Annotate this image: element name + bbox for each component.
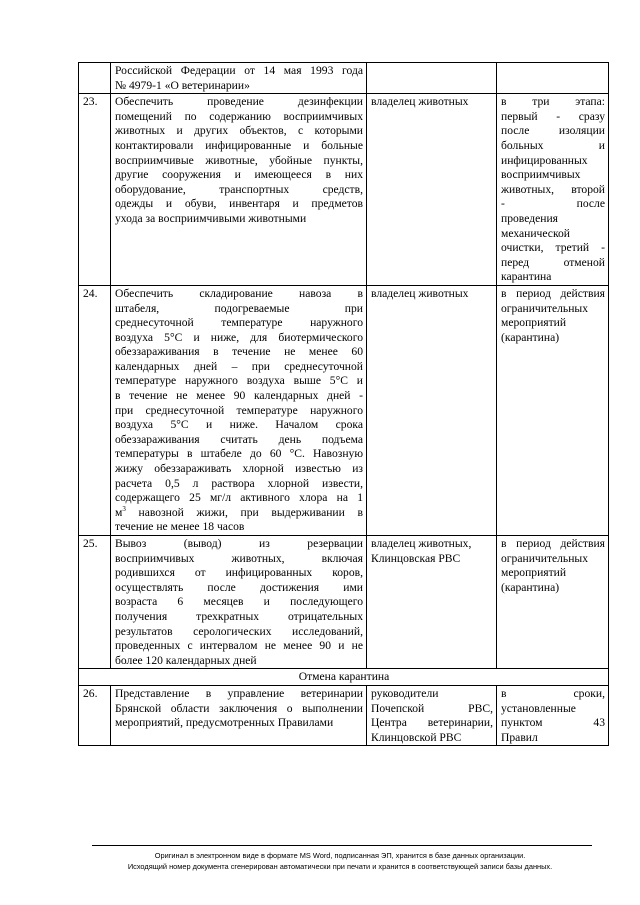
text-line: механической [501, 226, 570, 240]
text-line: мероприятий [501, 316, 567, 330]
deadline-cell [497, 536, 609, 669]
measure-cell [111, 536, 367, 669]
text-line: № 4979-1 «О ветеринарии» [115, 78, 250, 92]
responsible-cell [367, 536, 497, 669]
text-line: - после [501, 197, 605, 211]
row-number: 23. [79, 94, 111, 286]
text-line: течение не менее 18 часов [115, 520, 245, 534]
text-line: Почепской РВС, [371, 701, 493, 715]
text-line: получения трехкратных отрицательных [115, 609, 363, 623]
text-line: календарных дней – при среднесуточной [115, 359, 363, 373]
table-row [79, 63, 609, 94]
text-line: осуществлять после достижения ими [115, 580, 363, 594]
text-line: жижу обеззараживать хлорной известью из [115, 462, 363, 476]
text-line: Центра ветеринарии, [371, 716, 493, 730]
table-row [79, 285, 609, 535]
table-row [79, 536, 609, 669]
row-number: 25. [79, 536, 111, 669]
text-line: температуры в штабеле до 60 °С. Навозную [115, 447, 363, 461]
text-line: руководители [371, 686, 439, 700]
text-line: восприимчивых [501, 168, 581, 182]
responsible-cell [367, 94, 497, 286]
text-line: мероприятий, предусмотренных Правилами [115, 716, 334, 730]
text-line: мероприятий [501, 566, 567, 580]
footer-line-2: Исходящий номер документа сгенерирован автоматически при печати и хранится в соответствующей записи базы данных. [127, 862, 553, 871]
text-line: содержащего 25 мг/л активного хлора на 1 [115, 491, 363, 505]
text-line: первый - сразу [501, 109, 605, 123]
row-number: 26. [79, 685, 111, 745]
footer-note [70, 850, 610, 872]
text-line: результатов серологических исследований, [115, 624, 363, 638]
text-line: владелец животных [371, 286, 469, 300]
text-line: карантина [501, 270, 552, 284]
text-line: в три этапа: [501, 95, 605, 109]
footer-line-1: Оригинал в электронном виде в формате MS Word, подписанная ЭП, хранится в базе данных организации. [154, 851, 526, 860]
text-line: восприимчивые животные, убойные пункты, [115, 153, 363, 167]
text-line: одежды и обуви, инвентаря и предметов [115, 197, 363, 211]
text-line: владелец животных, [371, 537, 472, 550]
text-line: очистки, третий - [501, 241, 605, 255]
section-row [79, 669, 609, 686]
table-row [79, 685, 609, 745]
text-line: Клинцовской РВС [371, 730, 462, 744]
text-line: обеззараживания считать день подъема [115, 432, 363, 446]
text-line: (карантина) [501, 580, 560, 594]
text-line: $м^3$ навозной жижи, при выдерживании в [115, 504, 363, 519]
deadline-cell [497, 63, 609, 94]
text-line: другие сооружения и имеющееся в них [115, 168, 363, 182]
text-line: возраста 6 месяцев и последующего [115, 595, 363, 609]
text-line: владелец животных [371, 95, 469, 109]
text-line: помещений по содержанию восприимчивых [115, 109, 363, 123]
text-line: установленные [501, 701, 576, 715]
text-line: среднесуточной температуре наружного [115, 316, 363, 330]
text-line: оборудование, транспортных средств, [115, 182, 363, 196]
text-line: в сроки, [501, 686, 605, 700]
text-line: Российской Федерации от 14 мая 1993 года [115, 64, 363, 77]
text-line: животных и других объектов, с которыми [115, 124, 363, 138]
responsible-cell [367, 63, 497, 94]
section-title: Отмена карантина [79, 669, 609, 686]
text-line: проведения [501, 211, 558, 225]
text-line: животных, второй [501, 182, 605, 196]
deadline-cell [497, 685, 609, 745]
text-line: больных и [501, 138, 605, 152]
text-line: более 120 календарных дней [115, 653, 257, 667]
text-line: при среднесуточной температуре наружного [115, 403, 363, 417]
measure-cell [111, 285, 367, 535]
text-line: Представление в управление ветеринарии [115, 686, 363, 700]
text-line: проведенных с интервалом не менее 90 и не [115, 639, 363, 653]
row-number: 24. [79, 285, 111, 535]
text-line: Обеспечить складирование навоза в [115, 286, 363, 300]
text-line: в период действия [501, 537, 605, 550]
measure-cell [111, 63, 367, 94]
text-line: расчета 0,5 л раствора хлорной извести, [115, 476, 363, 490]
text-line: обеззараживания в течение не менее 60 [115, 345, 363, 359]
text-line: (карантина) [501, 330, 560, 344]
measure-cell [111, 94, 367, 286]
text-line: воздуха 5°С и ниже. Началом срока [115, 418, 363, 432]
responsible-cell [367, 685, 497, 745]
text-line: после изоляции [501, 124, 605, 138]
text-line: ограничительных [501, 301, 589, 315]
text-line: температуре наружного воздуха выше 5°С и [115, 374, 363, 388]
measure-cell [111, 685, 367, 745]
row-number [79, 63, 111, 94]
text-line: ограничительных [501, 551, 589, 565]
text-line: восприимчивых животных, включая [115, 551, 363, 565]
text-line: Правил [501, 730, 538, 744]
text-line: перед отменой [501, 255, 605, 269]
text-line: в течение не менее 90 календарных дней - [115, 389, 363, 403]
text-line: в период действия [501, 286, 605, 300]
deadline-cell [497, 94, 609, 286]
text-line: ухода за восприимчивыми животными [115, 211, 307, 225]
footer-divider [92, 845, 592, 846]
text-line: Обеспечить проведение дезинфекции [115, 95, 363, 109]
text-line: Брянской области заключения о выполнении [115, 701, 363, 715]
text-line: Вывоз (вывод) из резервации [115, 537, 363, 550]
table-row [79, 94, 609, 286]
text-line: инфицированных [501, 153, 588, 167]
text-line: родившихся от инфицированных коров, [115, 566, 363, 580]
measures-table [78, 62, 609, 746]
text-line: Клинцовская РВС [371, 551, 461, 565]
text-line: штабеля, подогреваемые при [115, 301, 363, 315]
responsible-cell [367, 285, 497, 535]
text-line: воздуха 5°С и ниже, для биотермического [115, 330, 363, 344]
text-line: пунктом 43 [501, 716, 605, 730]
deadline-cell [497, 285, 609, 535]
text-line: контактировали инфицированные и больные [115, 138, 363, 152]
